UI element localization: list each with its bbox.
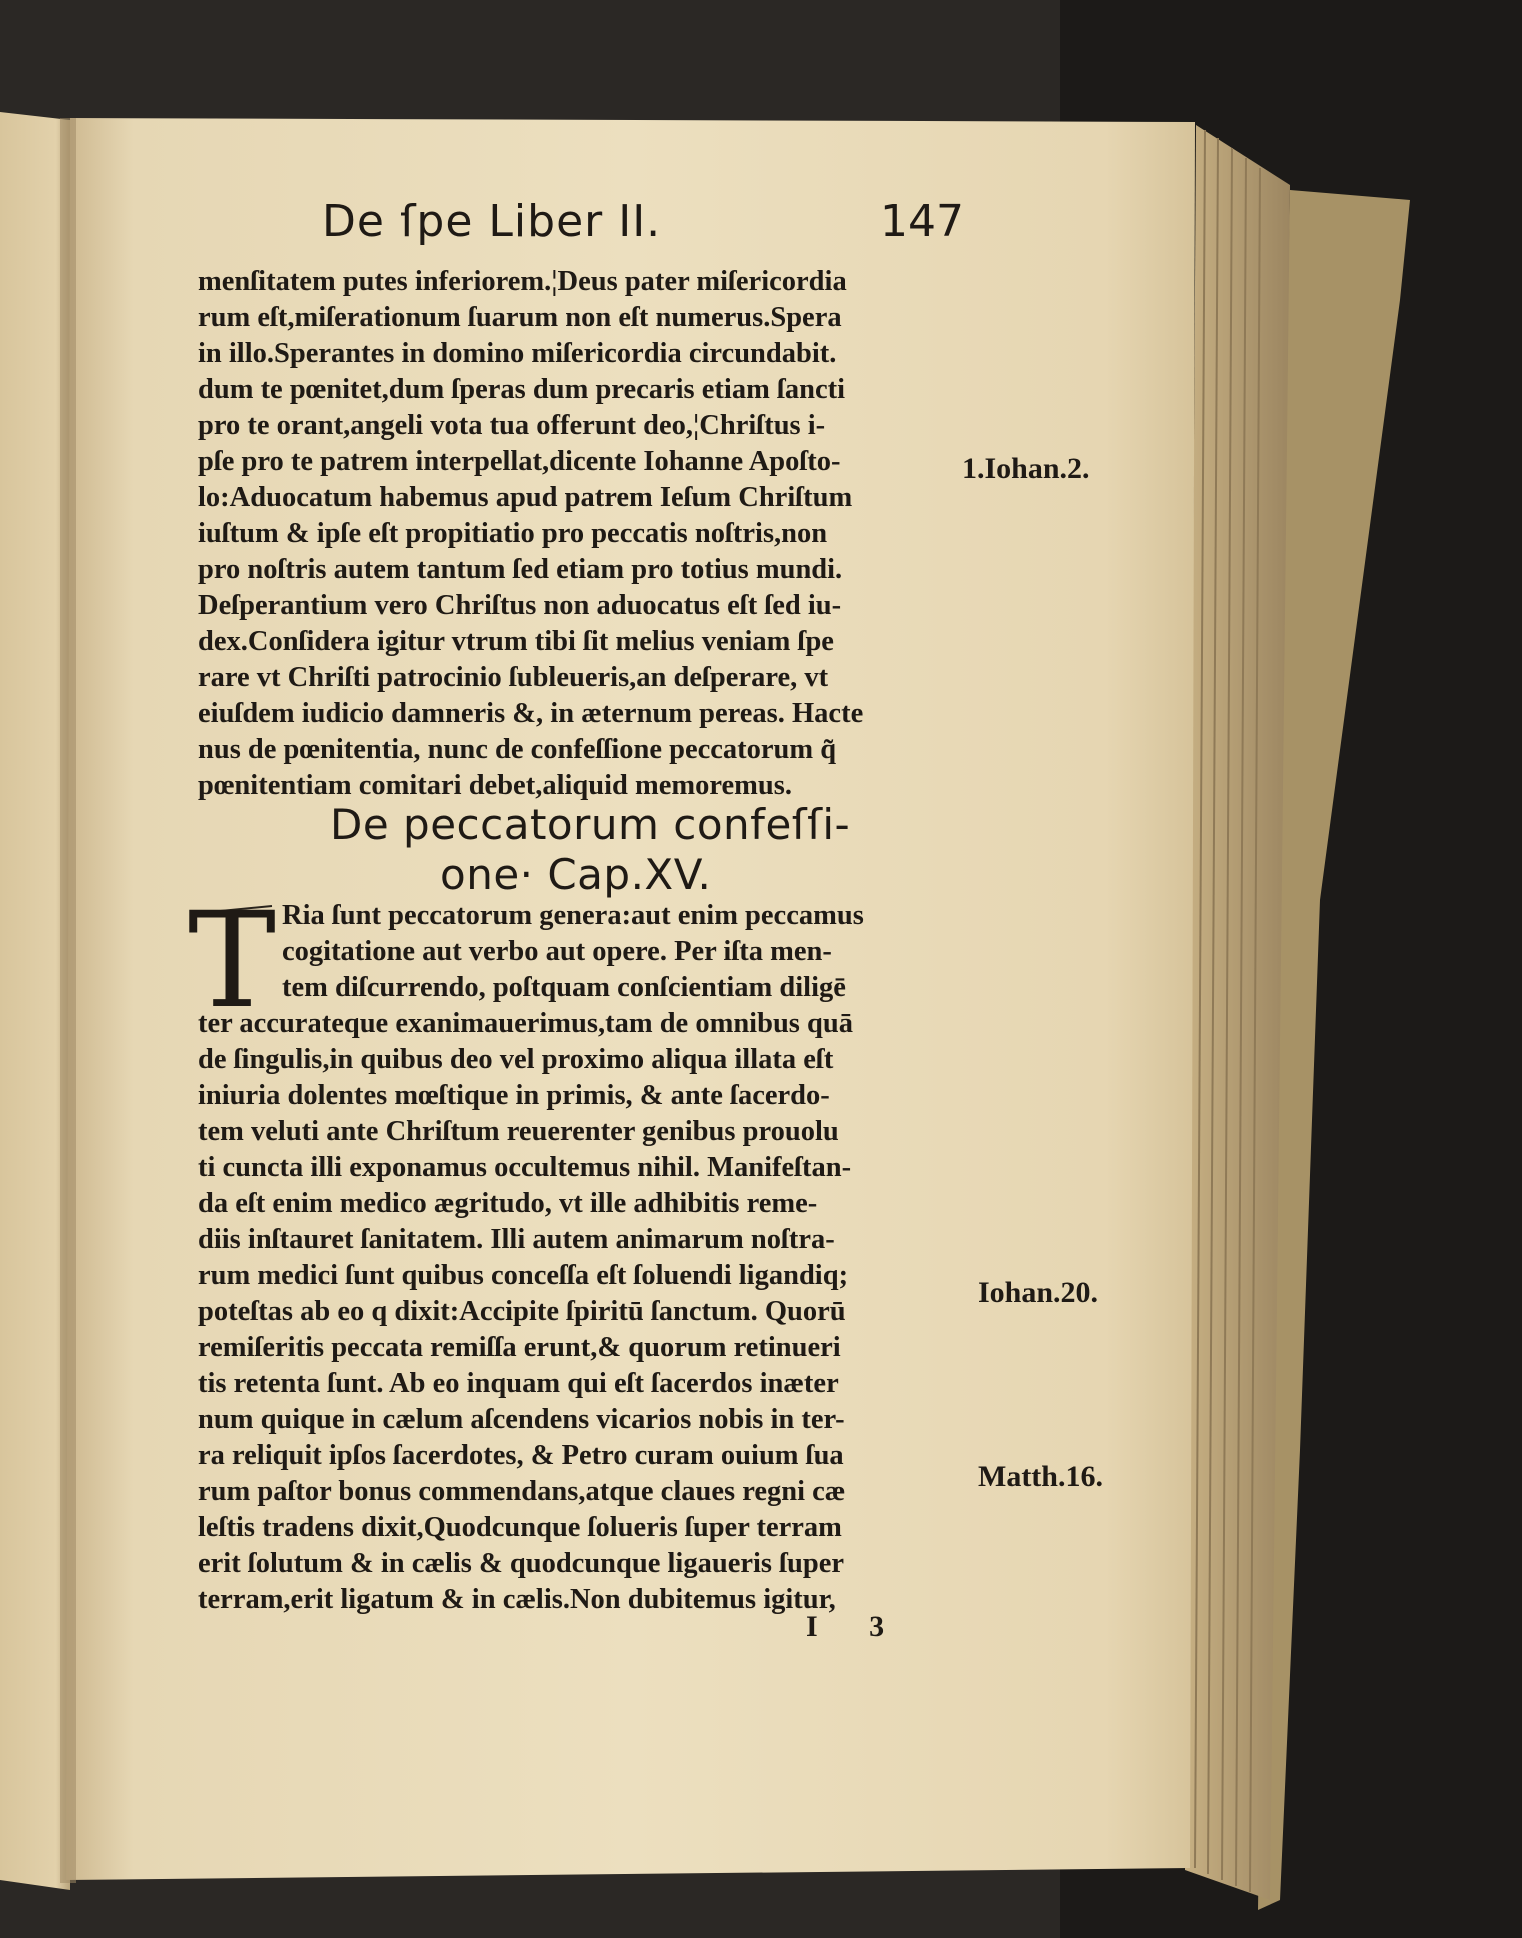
- text-line: pro te orant,angeli vota tua offerunt deo,¦Chriſtus i-: [198, 410, 826, 441]
- chapter-text-line: Ria ſunt peccatorum genera:aut enim peccamus: [282, 900, 864, 931]
- text-line: dex.Conſidera igitur vtrum tibi ſit melius veniam ſpe: [198, 626, 834, 657]
- text-line: pſe pro te patrem interpellat,dicente Iohanne Apoſto-: [198, 446, 841, 477]
- chapter-text-line: cogitatione aut verbo aut opere. Per iſta men-: [282, 936, 832, 967]
- chapter-text-line: rum medici ſunt quibus conceſſa eſt ſoluendi ligandiq;: [198, 1260, 849, 1291]
- chapter-text-line: de ſingulis,in quibus deo vel proximo aliqua illata eſt: [198, 1044, 834, 1075]
- chapter-text-line: leſtis tradens dixit,Quodcunque ſolueris ſuper terram: [198, 1512, 842, 1543]
- chapter-text-line: ra reliquit ipſos ſacerdotes, & Petro curam ouium ſua: [198, 1440, 844, 1471]
- folio-page-number: 147: [880, 196, 964, 247]
- marginal-note: 1.Iohan.2.: [962, 452, 1090, 485]
- chapter-heading-line-1: De peccatorum confeſſi-: [330, 800, 851, 849]
- marginal-note: Iohan.20.: [978, 1276, 1099, 1309]
- drop-cap-initial: T: [188, 884, 277, 1038]
- text-line: pœnitentiam comitari debet,aliquid memoremus.: [198, 770, 792, 801]
- running-head: De ſpe Liber II.: [322, 196, 662, 247]
- text-line: menſitatem putes inferiorem.¦Deus pater miſericordia: [198, 266, 847, 297]
- text-line: in illo.Sperantes in domino miſericordia circundabit.: [198, 338, 837, 369]
- text-line: iuſtum & ipſe eſt propitiatio pro peccatis noſtris,non: [198, 518, 828, 549]
- marginal-note: Matth.16.: [978, 1460, 1103, 1493]
- text-line: rare vt Chriſti patrocinio ſubleueris,an deſperare, vt: [198, 662, 829, 693]
- text-line: pro noſtris autem tantum ſed etiam pro totius mundi.: [198, 554, 843, 585]
- chapter-text-line: tis retenta ſunt. Ab eo inquam qui eſt ſacerdos inæter: [198, 1368, 839, 1399]
- chapter-text-line: remiſeritis peccata remiſſa erunt,& quorum retinueri: [198, 1332, 841, 1363]
- signature-mark: I 3: [806, 1610, 907, 1643]
- text-line: lo:Aduocatum habemus apud patrem Ieſum Chriſtum: [198, 482, 853, 513]
- chapter-text-line: num quique in cælum aſcendens vicarios nobis in ter-: [198, 1404, 845, 1435]
- chapter-text-line: terram,erit ligatum & in cælis.Non dubitemus igitur,: [198, 1584, 836, 1615]
- chapter-text-line: poteſtas ab eo q dixit:Accipite ſpiritū ſanctum. Quorū: [198, 1296, 846, 1327]
- text-line: eiuſdem iudicio damneris &, in æternum pereas. Hacte: [198, 698, 864, 729]
- chapter-text-line: ti cuncta illi exponamus occultemus nihil. Manifeſtan-: [198, 1152, 852, 1183]
- text-line: rum eſt,miſerationum ſuarum non eſt numerus.Spera: [198, 302, 842, 333]
- chapter-text-line: diis inſtauret ſanitatem. Illi autem animarum noſtra-: [198, 1224, 835, 1255]
- chapter-text-line: rum paſtor bonus commendans,atque claues regni cæ: [198, 1476, 846, 1507]
- chapter-text-line: tem diſcurrendo, poſtquam conſcientiam diligē: [282, 972, 846, 1003]
- chapter-text-line: iniuria dolentes mœſtique in primis, & ante ſacerdo-: [198, 1080, 830, 1111]
- chapter-text-line: da eſt enim medico ægritudo, vt ille adhibitis reme-: [198, 1188, 818, 1219]
- chapter-text-line: tem veluti ante Chriſtum reuerenter genibus prouolu: [198, 1116, 839, 1147]
- text-line: Deſperantium vero Chriſtus non aduocatus eſt ſed iu-: [198, 590, 842, 621]
- text-line: dum te pœnitet,dum ſperas dum precaris etiam ſancti: [198, 374, 846, 405]
- chapter-text-line: erit ſolutum & in cælis & quodcunque ligaueris ſuper: [198, 1548, 845, 1579]
- chapter-text-line: ter accurateque exanimauerimus,tam de omnibus quā: [198, 1008, 853, 1039]
- text-line: nus de pœnitentia, nunc de confeſſione peccatorum q̃: [198, 734, 837, 765]
- chapter-heading-line-2: one· Cap.XV.: [440, 850, 712, 899]
